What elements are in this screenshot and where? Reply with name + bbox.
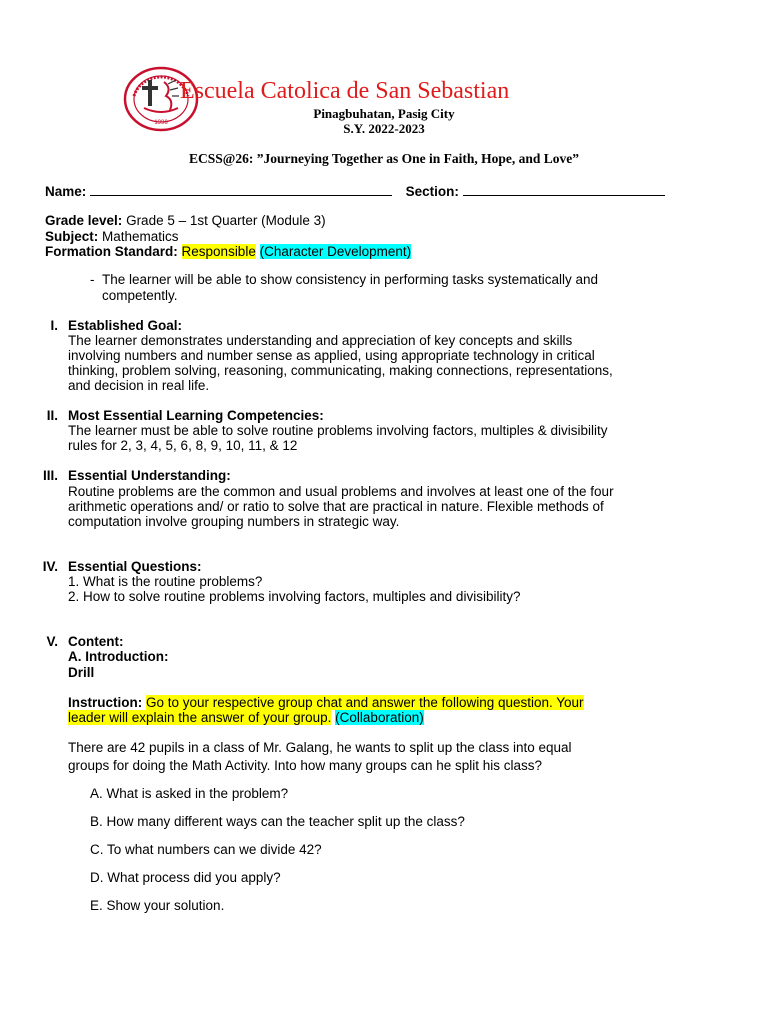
section-number: V.	[46, 634, 58, 649]
bullet-line-2: competently.	[102, 288, 178, 303]
paragraph-line: and decision in real life.	[68, 378, 210, 393]
problem-line: There are 42 pupils in a class of Mr. Galang, he wants to split up the class into equal	[68, 740, 572, 755]
section-number: II.	[46, 408, 58, 423]
section-number: I.	[50, 318, 58, 333]
school-address: Pinagbuhatan, Pasig City	[313, 106, 455, 121]
section-field[interactable]	[463, 183, 665, 196]
logo-year: 1996	[154, 120, 168, 126]
school-year: S.Y. 2022-2023	[343, 121, 425, 136]
subject-label: Subject:	[45, 229, 99, 244]
paragraph-line: rules for 2, 3, 4, 5, 6, 8, 9, 10, 11, & 12	[68, 438, 298, 453]
paragraph-line: Routine problems are the common and usual problems and involves at least one of the four	[68, 484, 614, 499]
school-name: Escuela Catolica de San Sebastian	[180, 78, 510, 104]
paragraph-line: The learner demonstrates understanding and appreciation of key concepts and skills	[68, 333, 573, 348]
name-label: Name:	[45, 184, 87, 199]
question-item-b: B. How many different ways can the teacher split up the class?	[90, 814, 465, 829]
section-title-essential-questions: Essential Questions:	[68, 559, 202, 574]
question-line: 1. What is the routine problems?	[68, 574, 263, 589]
section-title-established-goal: Established Goal:	[68, 318, 183, 333]
section-number: III.	[42, 468, 58, 483]
section-label: Section:	[405, 184, 459, 199]
school-motto: ECSS@26: ”Journeying Together as One in Faith, Hope, and Love”	[189, 151, 579, 166]
subsection-drill: Drill	[68, 665, 95, 680]
formation-standard-value: Responsible	[181, 244, 256, 259]
paragraph-line: arithmetic operations and/ or ratio to solve that are practical in nature. Flexible methods of	[68, 499, 604, 514]
name-field[interactable]	[90, 183, 392, 196]
section-title-essential-understanding: Essential Understanding:	[68, 468, 231, 483]
section-number: IV.	[42, 559, 58, 574]
paragraph-line: involving numbers and number sense as applied, using appropriate technology in critical	[68, 348, 595, 363]
section-title-melc: Most Essential Learning Competencies:	[68, 408, 324, 423]
question-item-e: E. Show your solution.	[90, 898, 225, 913]
formation-standard-row	[45, 244, 411, 259]
paragraph-line: computation involve grouping numbers in strategic way.	[68, 514, 400, 529]
name-row	[45, 183, 665, 199]
instruction-row-2	[68, 710, 424, 725]
subject-value: Mathematics	[102, 229, 179, 244]
instruction-text-1: Go to your respective group chat and answer the following question. Your	[146, 695, 584, 710]
paragraph-line: thinking, problem solving, reasoning, communicating, making connections, representations,	[68, 363, 613, 378]
bullet-line-1: The learner will be able to show consistency in performing tasks systematically and	[102, 272, 598, 287]
problem-line: groups for doing the Math Activity. Into how many groups can he split his class?	[68, 758, 542, 773]
paragraph-line: The learner must be able to solve routine problems involving factors, multiples & divisibility	[68, 423, 608, 438]
question-item-c: C. To what numbers can we divide 42?	[90, 842, 322, 857]
section-title-content: Content:	[68, 634, 124, 649]
bullet-dash: -	[90, 272, 95, 287]
formation-standard-label: Formation Standard:	[45, 244, 178, 259]
question-item-a: A. What is asked in the problem?	[90, 786, 289, 801]
instruction-row-1	[68, 695, 584, 710]
instruction-text-2: leader will explain the answer of your group.	[68, 710, 332, 725]
subject-row	[45, 229, 179, 244]
grade-level-label: Grade level:	[45, 213, 123, 228]
grade-level-row	[45, 213, 326, 228]
instruction-label: Instruction:	[68, 695, 143, 710]
formation-standard-tag: (Character Development)	[259, 244, 412, 259]
question-line: 2. How to solve routine problems involving factors, multiples and divisibility?	[68, 589, 521, 604]
question-item-d: D. What process did you apply?	[90, 870, 281, 885]
instruction-tag: (Collaboration)	[335, 710, 424, 725]
grade-level-value: Grade 5 – 1st Quarter (Module 3)	[126, 213, 326, 228]
subsection-introduction: A. Introduction:	[68, 649, 169, 664]
